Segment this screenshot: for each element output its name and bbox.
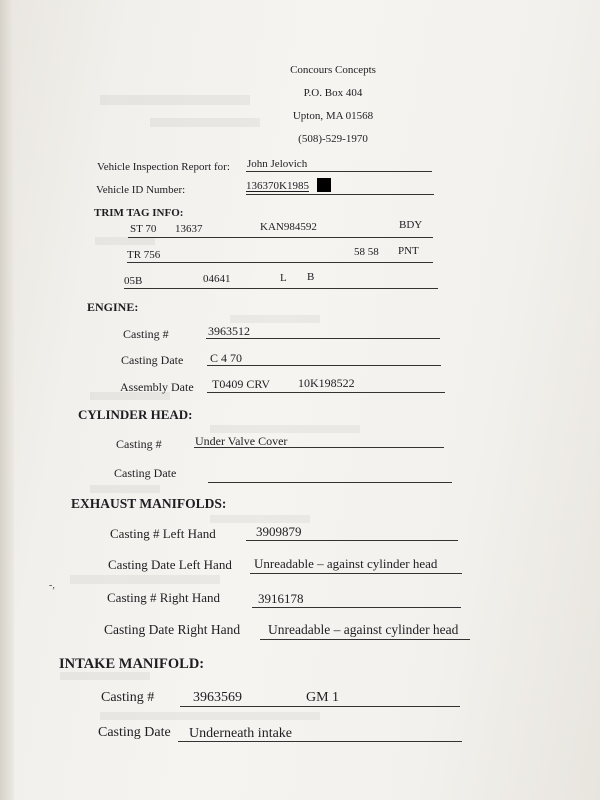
exhaust-rh-casting-line: [252, 607, 461, 608]
cylinder-head-casting-value: Under Valve Cover: [195, 434, 288, 448]
engine-casting-label: Casting #: [123, 327, 169, 341]
stray-pen-mark: -,: [49, 580, 55, 591]
intake-casting-line: [180, 706, 460, 707]
company-po-box: P.O. Box 404: [303, 87, 363, 99]
trim-row3-a: 05B: [124, 275, 143, 287]
exhaust-lh-casting-label: Casting # Left Hand: [110, 526, 216, 541]
exhaust-heading: EXHAUST MANIFOLDS:: [71, 496, 227, 511]
cylinder-head-date-label: Casting Date: [114, 466, 177, 480]
engine-date-line: [207, 365, 441, 366]
redaction-block: [317, 178, 331, 192]
exhaust-rh-date-label: Casting Date Right Hand: [104, 622, 241, 637]
trim-row1-a: ST 70: [130, 223, 157, 235]
exhaust-rh-casting-value: 3916178: [258, 591, 304, 606]
engine-casting-value: 3963512: [208, 324, 250, 338]
engine-assembly-label: Assembly Date: [120, 380, 194, 394]
engine-assembly-value2: 10K198522: [298, 376, 355, 390]
trim-row1-d: BDY: [399, 219, 423, 231]
cylinder-head-heading: CYLINDER HEAD:: [78, 407, 193, 422]
vin-line: [246, 194, 434, 195]
vin-value: 136370K1985: [246, 180, 309, 192]
trim-tag-heading: TRIM TAG INFO:: [94, 207, 184, 219]
trim-row2-c: PNT: [398, 245, 419, 257]
engine-date-value: C 4 70: [210, 351, 243, 365]
intake-casting-value1: 3963569: [193, 690, 242, 705]
intake-date-line: [178, 741, 462, 742]
company-name: Concours Concepts: [290, 64, 376, 76]
trim-row1-b: 13637: [175, 223, 203, 235]
trim-row2-a: TR 756: [127, 249, 161, 261]
intake-date-value: Underneath intake: [189, 726, 293, 741]
trim-row1-line: [128, 237, 433, 238]
vin-label: Vehicle ID Number:: [96, 184, 186, 196]
trim-row2-b: 58 58: [354, 246, 379, 258]
trim-row3-line: [124, 288, 438, 289]
exhaust-lh-date-label: Casting Date Left Hand: [108, 557, 232, 572]
exhaust-rh-date-line: [260, 639, 470, 640]
cylinder-head-casting-label: Casting #: [116, 437, 162, 451]
trim-row1-c: KAN984592: [260, 221, 317, 233]
exhaust-lh-date-line: [250, 573, 462, 574]
cylinder-head-casting-line: [194, 447, 444, 448]
report-for-line: [246, 171, 432, 172]
engine-assembly-line: [207, 392, 445, 393]
trim-row2-line: [127, 262, 433, 263]
trim-row3-d: B: [307, 271, 315, 283]
engine-casting-line: [206, 338, 440, 339]
exhaust-lh-date-value: Unreadable – against cylinder head: [254, 556, 438, 571]
intake-heading: INTAKE MANIFOLD:: [59, 656, 205, 672]
exhaust-lh-casting-line: [246, 540, 458, 541]
exhaust-lh-casting-value: 3909879: [256, 524, 302, 539]
company-city: Upton, MA 01568: [292, 110, 374, 122]
trim-row3-c: L: [280, 272, 287, 284]
engine-heading: ENGINE:: [87, 300, 139, 314]
intake-casting-value2: GM 1: [306, 690, 340, 705]
exhaust-rh-casting-label: Casting # Right Hand: [107, 590, 221, 605]
engine-date-label: Casting Date: [121, 353, 184, 367]
company-phone: (508)-529-1970: [298, 133, 368, 145]
engine-assembly-value1: T0409 CRV: [212, 377, 271, 391]
exhaust-rh-date-value: Unreadable – against cylinder head: [268, 622, 459, 637]
trim-row3-b: 04641: [203, 273, 231, 285]
cylinder-head-date-line: [208, 482, 452, 483]
intake-date-label: Casting Date: [98, 725, 171, 740]
report-for-label: Vehicle Inspection Report for:: [97, 161, 230, 173]
report-for-value: John Jelovich: [247, 158, 308, 170]
intake-casting-label: Casting #: [101, 690, 155, 705]
